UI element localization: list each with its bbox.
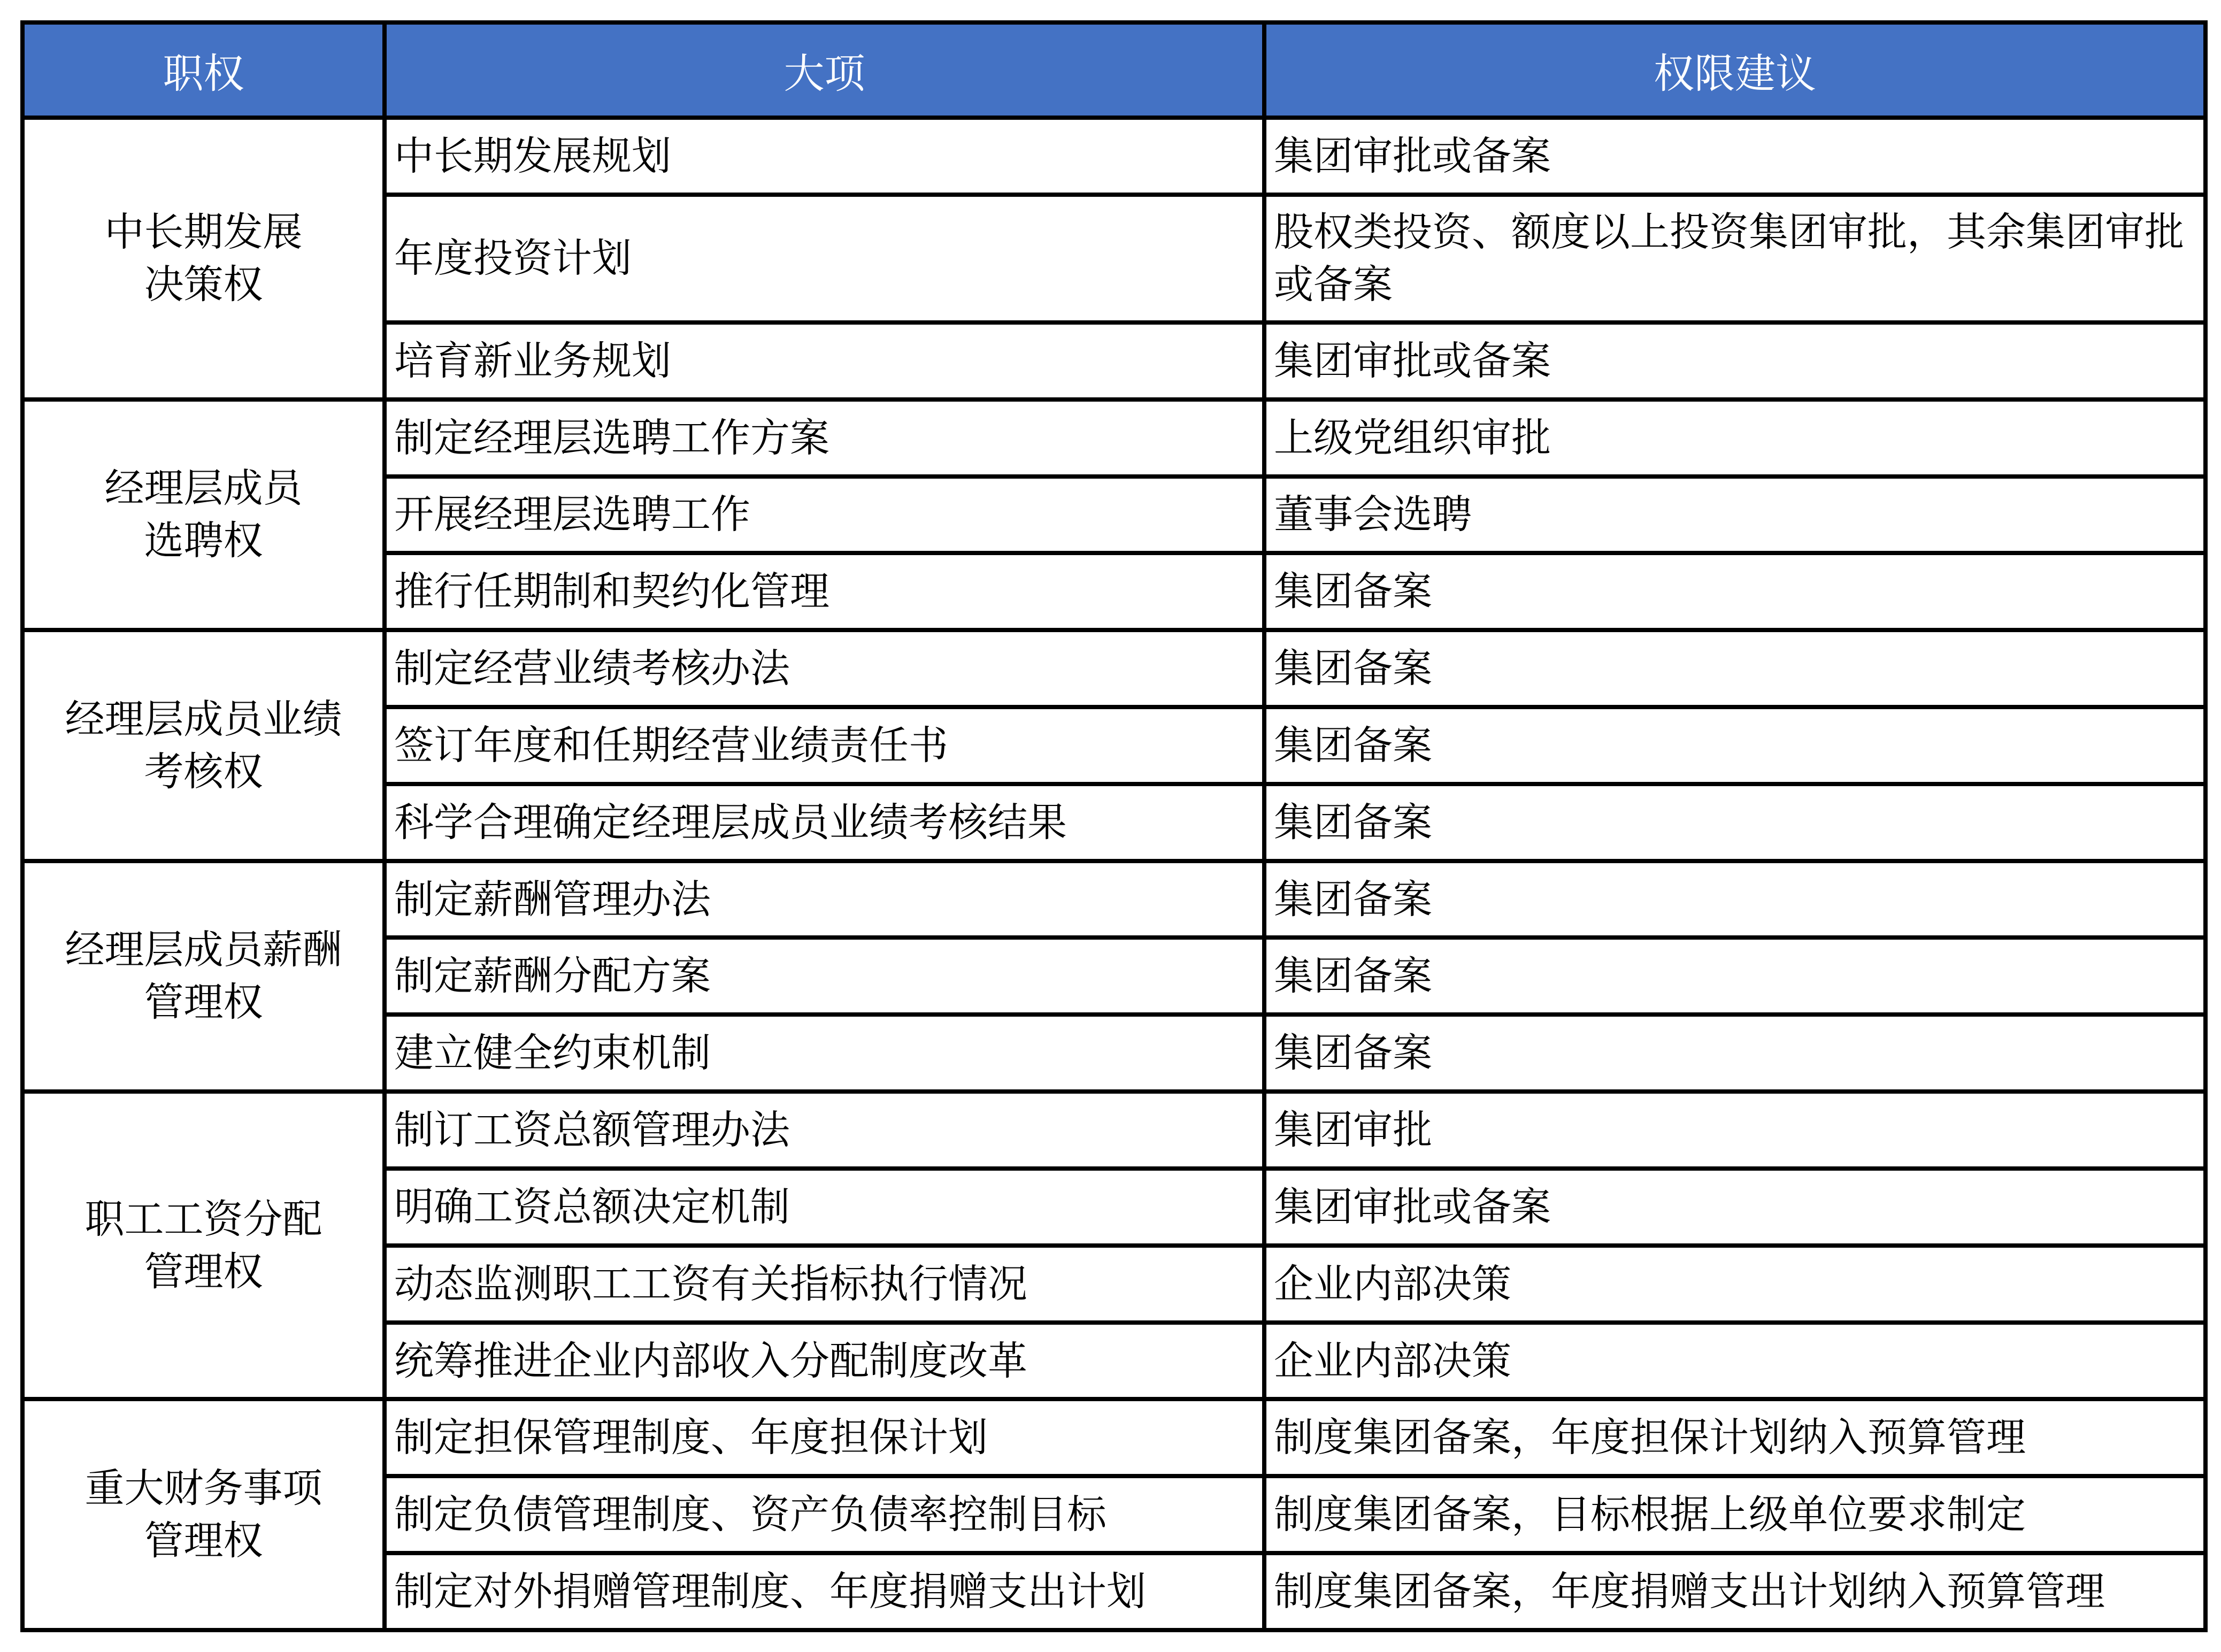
table-row (22, 1092, 2205, 1169)
item-cell: 开展经理层选聘工作 (385, 477, 1264, 554)
item-cell: 统筹推进企业内部收入分配制度改革 (385, 1323, 1264, 1400)
group-label-line: 决策权 (144, 262, 263, 308)
header-authority: 职权 (22, 22, 385, 118)
suggestion-cell: 集团审批或备案 (1264, 1169, 2205, 1246)
item-cell: 制定经营业绩考核办法 (385, 630, 1264, 707)
item-cell: 制定薪酬管理办法 (385, 861, 1264, 938)
item-cell: 签订年度和任期经营业绩责任书 (385, 707, 1264, 784)
suggestion-cell: 集团备案 (1264, 553, 2205, 630)
header-row (22, 22, 2205, 118)
group-label-line: 选聘权 (144, 518, 263, 564)
group-label-line: 管理权 (144, 1248, 263, 1295)
suggestion-cell: 上级党组织审批 (1264, 399, 2205, 477)
table-row (22, 861, 2205, 938)
group-label-cell (22, 118, 385, 399)
item-cell: 制定负债管理制度、资产负债率控制目标 (385, 1476, 1264, 1553)
suggestion-cell: 制度集团备案，年度捐赠支出计划纳入预算管理 (1264, 1553, 2205, 1630)
suggestion-cell: 集团备案 (1264, 784, 2205, 861)
suggestion-cell: 股权类投资、额度以上投资集团审批，其余集团审批或备案 (1264, 195, 2205, 322)
item-cell: 制定担保管理制度、年度担保计划 (385, 1399, 1264, 1476)
group-label-line: 管理权 (144, 1518, 263, 1564)
authority-table (20, 20, 2208, 1632)
suggestion-cell: 企业内部决策 (1264, 1246, 2205, 1323)
item-cell: 科学合理确定经理层成员业绩考核结果 (385, 784, 1264, 861)
group-label-line: 管理权 (144, 979, 263, 1026)
suggestion-cell: 集团审批或备案 (1264, 322, 2205, 399)
suggestion-cell: 董事会选聘 (1264, 477, 2205, 554)
group-label-cell (22, 861, 385, 1092)
suggestion-cell: 集团备案 (1264, 1015, 2205, 1092)
suggestion-cell: 制度集团备案，年度担保计划纳入预算管理 (1264, 1399, 2205, 1476)
table-row (22, 118, 2205, 195)
group-label-line: 考核权 (144, 748, 263, 795)
item-cell: 年度投资计划 (385, 195, 1264, 322)
table-header (22, 22, 2205, 118)
group-label-line: 经理层成员薪酬 (65, 927, 342, 973)
item-cell: 制定经理层选聘工作方案 (385, 399, 1264, 477)
item-cell: 动态监测职工工资有关指标执行情况 (385, 1246, 1264, 1323)
item-cell: 制定薪酬分配方案 (385, 938, 1264, 1015)
group-label-line: 经理层成员业绩 (65, 696, 342, 742)
item-cell: 明确工资总额决定机制 (385, 1169, 1264, 1246)
group-label-line: 职工工资分配 (84, 1196, 322, 1242)
suggestion-cell: 集团备案 (1264, 861, 2205, 938)
table-body (22, 118, 2205, 1630)
suggestion-cell: 集团备案 (1264, 630, 2205, 707)
group-label-line: 中长期发展 (104, 209, 303, 256)
group-label-cell (22, 399, 385, 630)
item-cell: 培育新业务规划 (385, 322, 1264, 399)
suggestion-cell: 企业内部决策 (1264, 1323, 2205, 1400)
table-row (22, 630, 2205, 707)
group-label-line: 重大财务事项 (84, 1465, 322, 1512)
item-cell: 制订工资总额管理办法 (385, 1092, 1264, 1169)
group-label-cell (22, 1092, 385, 1399)
table-row (22, 399, 2205, 477)
item-cell: 中长期发展规划 (385, 118, 1264, 195)
suggestion-cell: 集团备案 (1264, 938, 2205, 1015)
header-item: 大项 (385, 22, 1264, 118)
suggestion-cell: 集团审批 (1264, 1092, 2205, 1169)
group-label-line: 经理层成员 (104, 465, 303, 512)
group-label-cell (22, 1399, 385, 1630)
group-label-cell (22, 630, 385, 860)
item-cell: 推行任期制和契约化管理 (385, 553, 1264, 630)
suggestion-cell: 制度集团备案，目标根据上级单位要求制定 (1264, 1476, 2205, 1553)
item-cell: 建立健全约束机制 (385, 1015, 1264, 1092)
item-cell: 制定对外捐赠管理制度、年度捐赠支出计划 (385, 1553, 1264, 1630)
header-suggestion: 权限建议 (1264, 22, 2205, 118)
suggestion-cell: 集团审批或备案 (1264, 118, 2205, 195)
suggestion-cell: 集团备案 (1264, 707, 2205, 784)
table-row (22, 1399, 2205, 1476)
authority-table-container (20, 20, 2203, 1632)
